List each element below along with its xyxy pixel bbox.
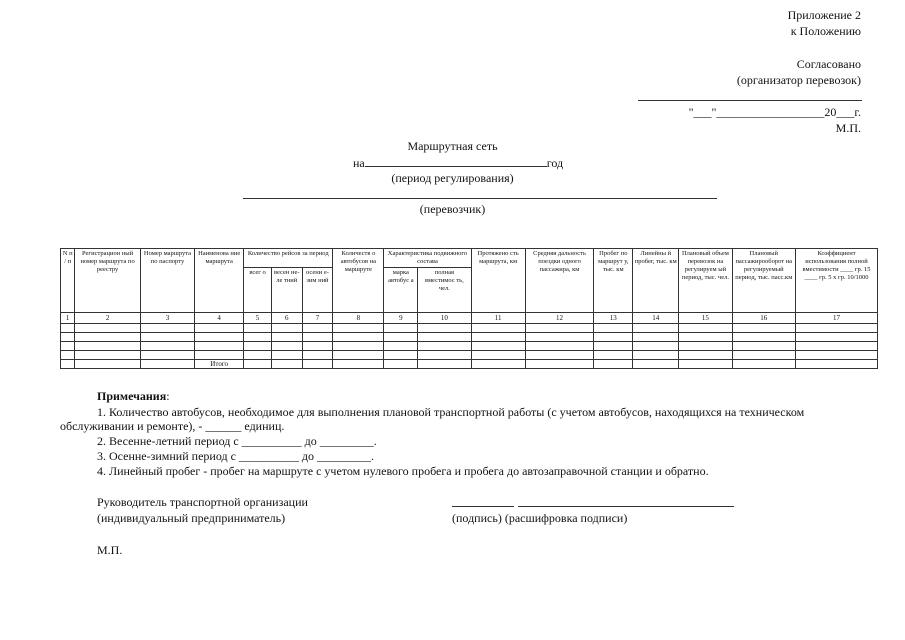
table-row <box>61 351 878 360</box>
header-bus-brand: марка автобус а <box>384 268 418 313</box>
col-num: 5 <box>244 313 272 324</box>
signature-ip-label: (индивидуальный предприниматель) <box>97 511 286 525</box>
header-stamp-label: М.П. <box>835 121 861 135</box>
note-1: 1. Количество автобусов, необходимое для выполнения плановой транспортной работы (с учетом автобусов, находящихся на техническом <box>97 405 805 419</box>
note-4: 4. Линейный пробег - пробег на маршруте с учетом нулевого пробега и пробега до автозаправочной станции и обратно. <box>97 464 709 478</box>
col-num: 13 <box>594 313 633 324</box>
total-label: Итого <box>195 360 244 369</box>
header-trips-spring: весен не-ле тний <box>271 268 302 313</box>
header-registration-number: Регистрацион ный номер маршрута по реестру <box>75 249 141 313</box>
header-bus-capacity: полная вместимос ть, чел. <box>418 268 471 313</box>
header-bus-count: Количеств о автобусов на маршруте <box>333 249 384 313</box>
notes-heading: Примечания <box>97 389 167 403</box>
header-route-length: Протяжено сть маршрута, км <box>471 249 525 313</box>
col-num: 12 <box>525 313 594 324</box>
note-2: 2. Весенне-летний период с __________ до _________. <box>97 434 377 448</box>
regulation-label: к Положению <box>790 24 861 38</box>
header-trips-autumn: осени е-зим ний <box>302 268 333 313</box>
col-num: 2 <box>75 313 141 324</box>
signature-decode-line <box>518 506 734 507</box>
agreement-date-line: "___"__________________20___г. <box>688 105 861 119</box>
col-num: 16 <box>732 313 795 324</box>
header-rolling-stock: Характеристика подвижного состава <box>384 249 471 268</box>
total-row <box>61 360 878 369</box>
header-capacity-coefficient: Коэффициент использования полной вместимости ____ гр. 15 ____ гр. 5 х гр. 10/1000 <box>796 249 878 313</box>
col-num: 9 <box>384 313 418 324</box>
footer-stamp-label: М.П. <box>97 543 123 557</box>
table-row <box>61 324 878 333</box>
period-caption: (период регулирования) <box>391 171 514 185</box>
header-route-mileage: Пробег по маршрут у, тыс. км <box>594 249 633 313</box>
table-row <box>61 342 878 351</box>
note-3: 3. Осенне-зимний период с __________ до _________. <box>97 449 375 463</box>
header-linear-mileage: Линейны й пробег, тыс. км <box>633 249 679 313</box>
carrier-caption: (перевозчик) <box>419 202 486 216</box>
carrier-line <box>243 198 717 199</box>
header-planned-turnover: Плановый пассажирооборот на регулируемый период, тыс. пасс.км <box>732 249 795 313</box>
period-suffix: год <box>546 156 564 170</box>
route-network-table <box>60 248 878 369</box>
header-trips: Количество рейсов за период <box>244 249 333 268</box>
signature-head-label: Руководитель транспортной организации <box>97 495 308 509</box>
header-trips-total: всег о <box>244 268 272 313</box>
period-prefix: на <box>353 156 365 170</box>
year-blank <box>365 154 547 167</box>
signature-line <box>452 506 514 507</box>
header-route-number: Номер маршрута по паспорту <box>140 249 194 313</box>
period-line <box>353 154 563 171</box>
organizer-signature-line <box>638 100 862 101</box>
col-num: 11 <box>471 313 525 324</box>
header-route-name: Наименова ние маршрута <box>195 249 244 313</box>
document-title: Маршрутная сеть <box>407 139 498 153</box>
table-row <box>61 333 878 342</box>
col-num: 15 <box>679 313 732 324</box>
col-num: 17 <box>796 313 878 324</box>
column-number-row <box>61 313 878 324</box>
note-1-continued: обслуживании и ремонте), - ______ единиц. <box>60 419 285 433</box>
col-num: 7 <box>302 313 333 324</box>
organizer-label: (организатор перевозок) <box>736 73 861 87</box>
col-num: 3 <box>140 313 194 324</box>
notes-heading-line <box>97 389 170 403</box>
appendix-label: Приложение 2 <box>787 8 861 22</box>
col-num: 1 <box>61 313 75 324</box>
signature-caption: (подпись) (расшифровка подписи) <box>452 511 628 525</box>
header-number: N п / п <box>61 249 75 313</box>
header-average-distance: Средняя дальность поездки одного пассажира, км <box>525 249 594 313</box>
col-num: 14 <box>633 313 679 324</box>
col-num: 8 <box>333 313 384 324</box>
agreed-label: Согласовано <box>796 57 861 71</box>
notes-colon: : <box>166 389 170 403</box>
col-num: 10 <box>418 313 471 324</box>
col-num: 4 <box>195 313 244 324</box>
header-planned-volume: Плановый объем перевозок на регулируем ый период, тыс. чел. <box>679 249 732 313</box>
col-num: 6 <box>271 313 302 324</box>
